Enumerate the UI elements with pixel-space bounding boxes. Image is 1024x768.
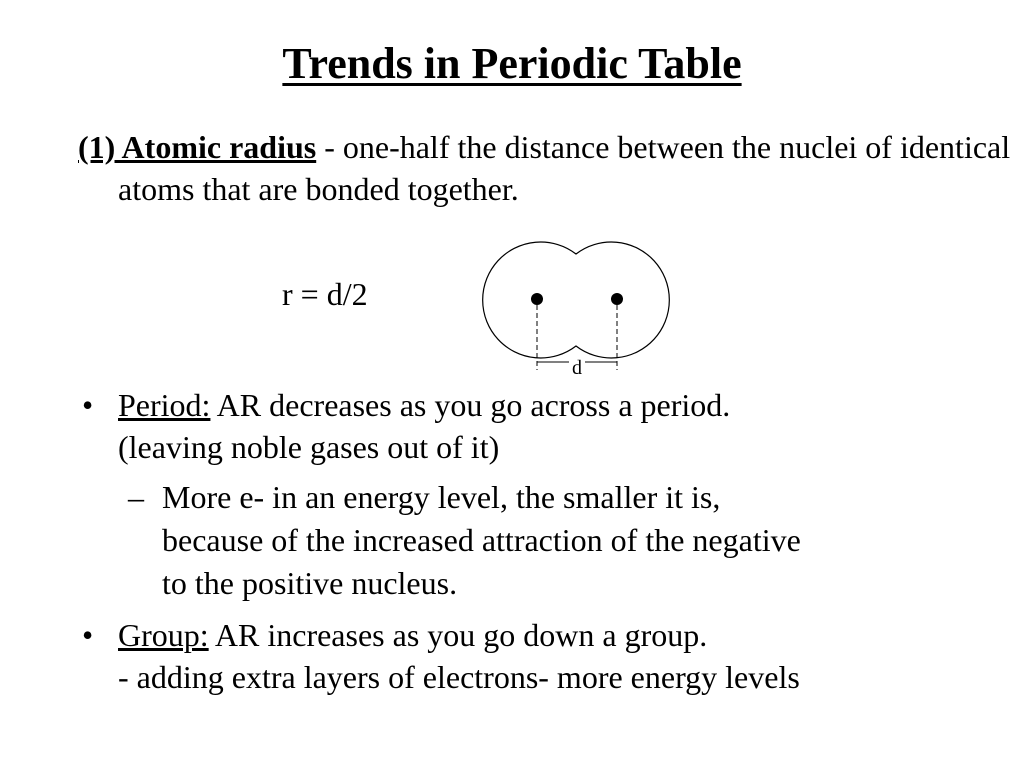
overlapping-atoms-outline [483,242,670,358]
bullet-dot: • [82,387,94,423]
bullet-dot: • [82,617,94,653]
distance-label: d [572,357,582,379]
nucleus-right [611,293,623,305]
sub-line-1: More e- in an energy level, the smaller it is, [162,479,721,515]
group-label: Group: [118,617,209,653]
group-line-2: - adding extra layers of electrons- more energy levels [118,659,800,695]
period-line-1: AR decreases as you go across a period. [210,387,731,423]
sub-bullet-dash: – [128,479,144,515]
group-line-1: AR increases as you go down a group. [208,617,708,653]
period-line-2: (leaving noble gases out of it) [118,429,500,465]
definition-term: (1) Atomic radius [78,129,317,165]
radius-formula: r = d/2 [282,276,368,312]
slide-title: Trends in Periodic Table [282,39,742,88]
period-label: Period: [118,387,211,423]
sub-line-2: because of the increased attraction of the negative [162,522,801,558]
nucleus-left [531,293,543,305]
sub-line-3: to the positive nucleus. [162,565,458,601]
definition-text: - one-half the distance between the nuclei of identical atoms that are bonded together. [118,129,1011,207]
bonded-atoms-diagram [476,236,676,381]
atomic-radius-definition [78,126,1018,210]
